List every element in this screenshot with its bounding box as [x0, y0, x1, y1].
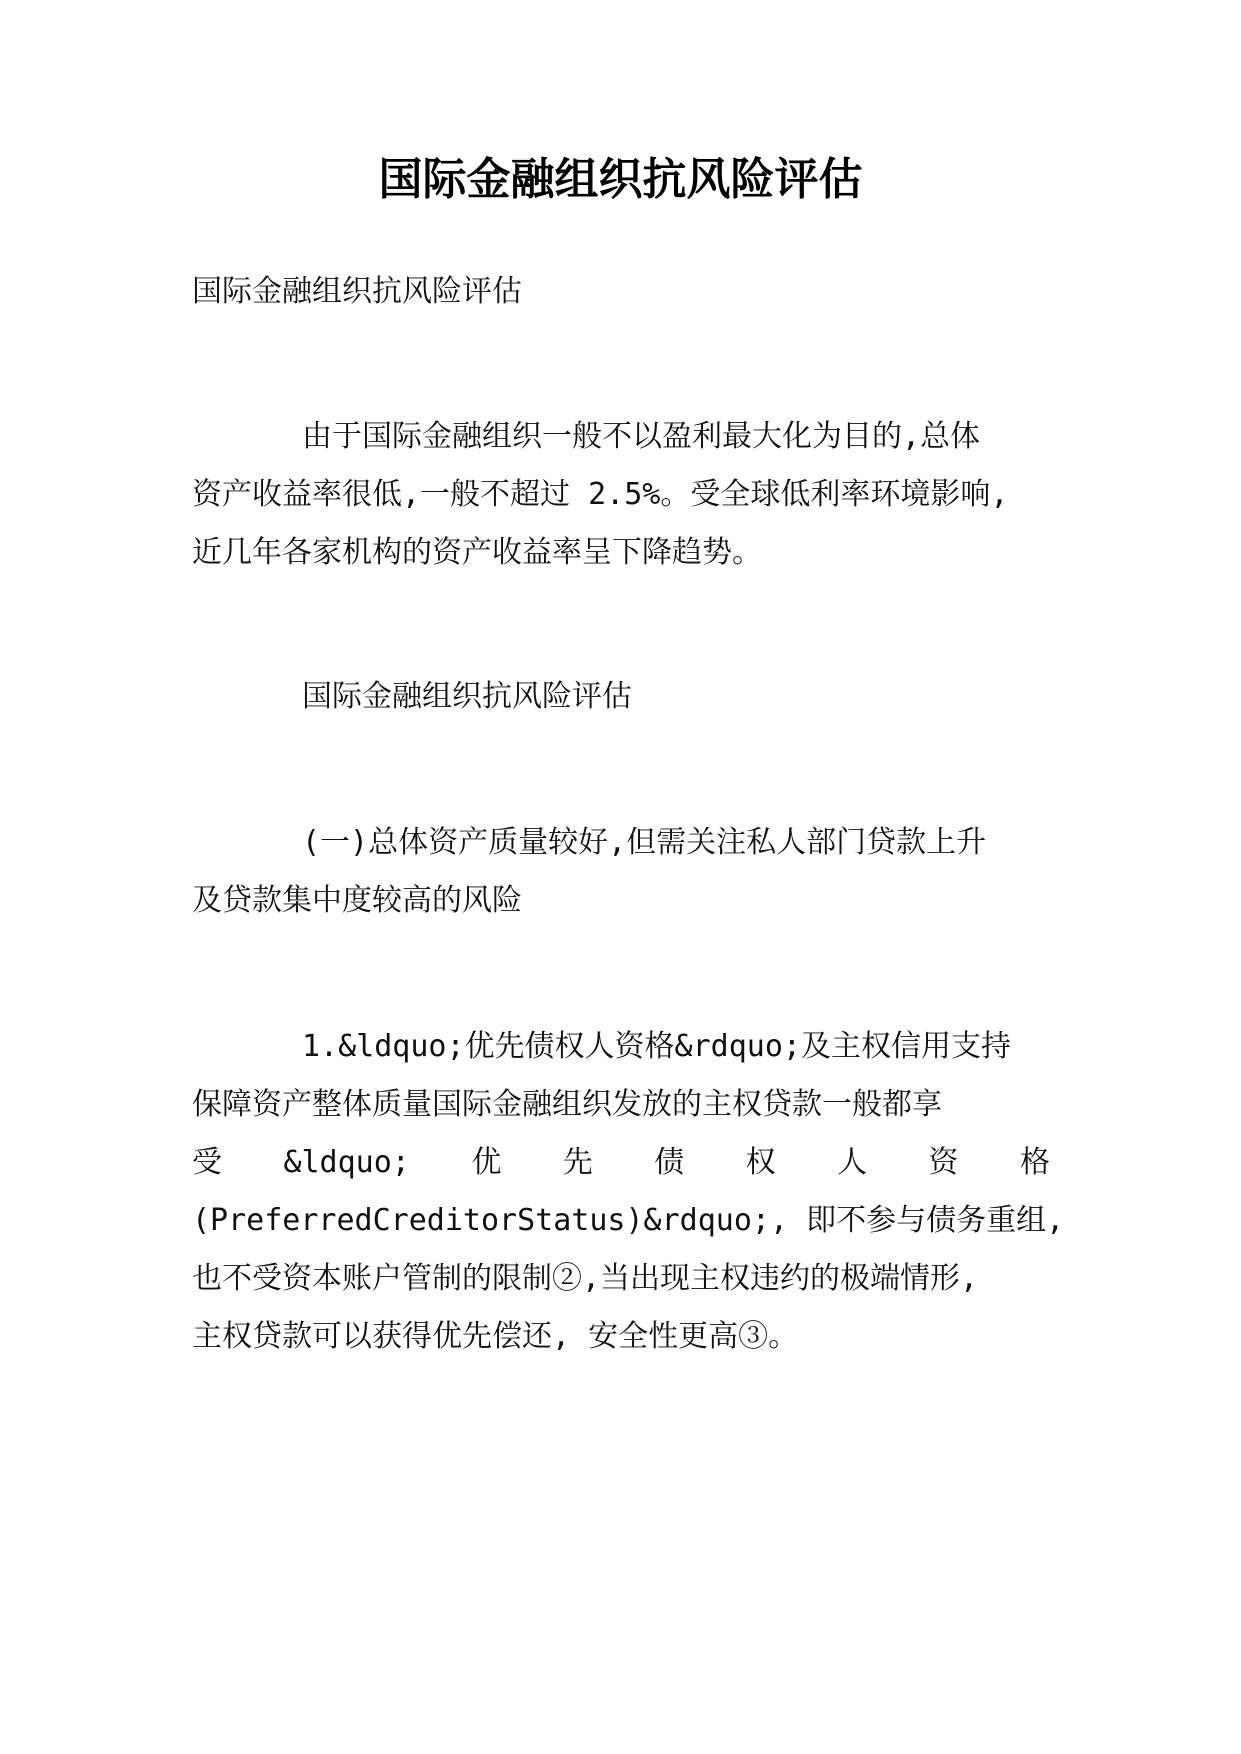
justified-word: 优: [471, 1145, 502, 1180]
paragraph-line: 保障资产整体质量国际金融组织发放的主权贷款一般都享: [192, 1087, 942, 1122]
paragraph-line: 主权贷款可以获得优先偿还, 安全性更高③。: [192, 1319, 799, 1354]
justified-word: 格: [1019, 1145, 1050, 1180]
justified-word: 债: [654, 1145, 685, 1180]
document-title: 国际金融组织抗风险评估: [378, 154, 863, 205]
paragraph-item-one: [192, 1018, 1065, 1366]
paragraph-line: 及贷款集中度较高的风险: [192, 883, 522, 918]
paragraph-line: (PreferredCreditorStatus)&rdquo;, 即不参与债务重组,: [192, 1203, 1065, 1238]
justified-word: 权: [745, 1145, 776, 1180]
subtitle-text: 国际金融组织抗风险评估: [192, 274, 522, 309]
justified-word: &ldquo;: [283, 1145, 410, 1180]
section-heading: [192, 668, 1050, 726]
paragraph-line: 近几年各家机构的资产收益率呈下降趋势。: [192, 535, 762, 570]
document-subtitle: [192, 263, 1050, 321]
paragraph-section-one: [192, 814, 1050, 930]
paragraph-intro: [192, 408, 1050, 582]
justified-line: [192, 1134, 1050, 1192]
paragraph-line: 资产收益率很低,一般不超过 2.5%。受全球低利率环境影响,: [192, 477, 1009, 512]
justified-word: 人: [837, 1145, 868, 1180]
justified-word: 先: [562, 1145, 593, 1180]
paragraph-line: 也不受资本账户管制的限制②,当出现主权违约的极端情形,: [192, 1261, 979, 1296]
paragraph-line: 1.&ldquo;优先债权人资格&rdquo;及主权信用支持: [302, 1029, 1011, 1064]
paragraph-line: (一)总体资产质量较好,但需关注私人部门贷款上升: [302, 825, 987, 860]
section-heading-text: 国际金融组织抗风险评估: [302, 679, 632, 714]
justified-word: 受: [192, 1145, 222, 1180]
justified-word: 资: [928, 1145, 959, 1180]
paragraph-line: 由于国际金融组织一般不以盈利最大化为目的,总体: [302, 419, 981, 454]
